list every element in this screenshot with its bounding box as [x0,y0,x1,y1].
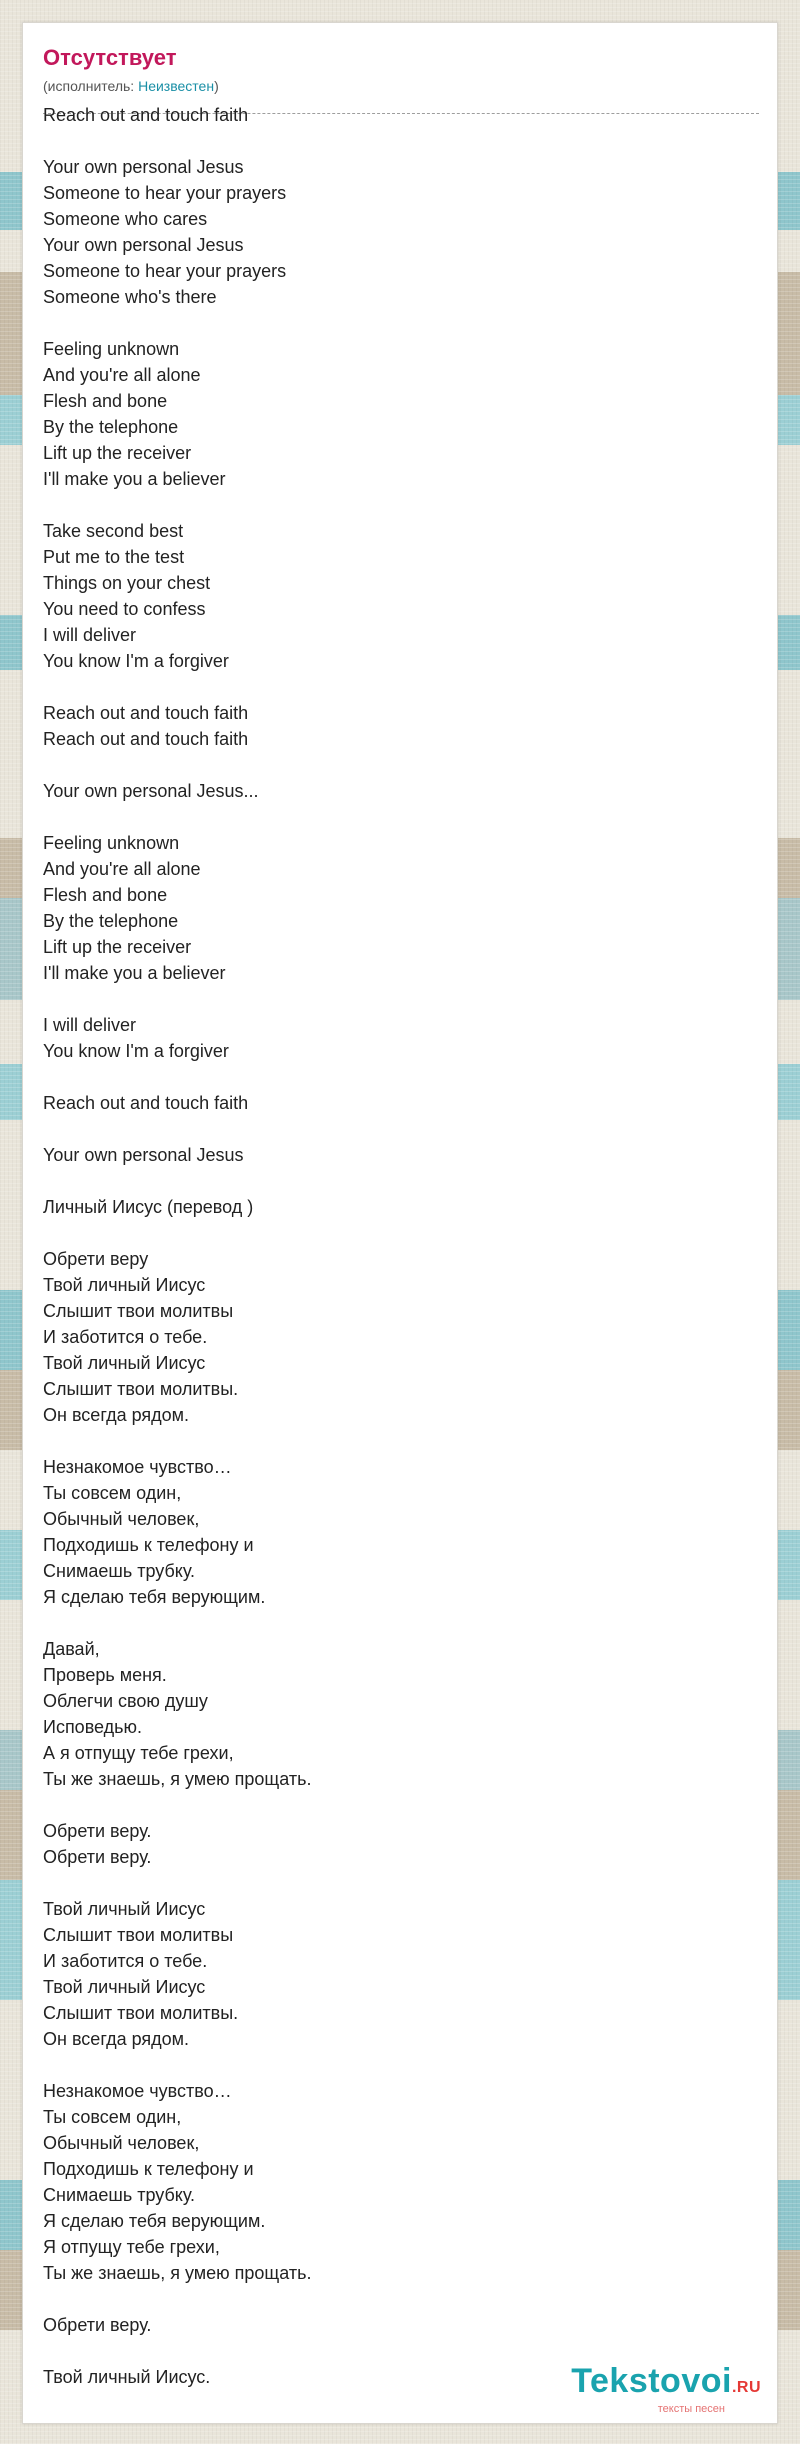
logo-tagline: тексты песен [657,2403,725,2415]
logo-tld: .RU [731,2379,761,2396]
lyrics-text: Reach out and touch faith Your own personal Jesus Someone to hear your prayers Someone who cares Your own personal Jesus Someone to hear your prayers Someone who's there Feeling unknown And you're all alone Flesh and bone By the telephone Lift up the receiver I'll make you a believer Take second best Put me to the test Things on your chest You need to confess I will deliver You know I'm a forgiver Reach out and touch faith Reach out and touch faith Your own personal Jesus... Feeling unknown And you're all alone Flesh and bone By the telephone Lift up the receiver I'll make you a believer I will deliver You know I'm a forgiver Reach out and touch faith Your own personal Jesus Личный Иисус (перевод ) Обрети веру Твой личный Иисус Слышит твои молитвы И заботится о тебе. Твой личный Иисус Слышит твои молитвы. Он всегда рядом. Незнакомое чувство… Ты совсем один, Обычный человек, Подходишь к телефону и Снимаешь трубку. Я сделаю тебя верующим. Давай, Проверь меня. Облегчи свою душу Исповедью. А я отпущу тебе грехи, Ты же знаешь, я умею прощать. Обрети веру. Обрети веру. Твой личный Иисус Слышит твои молитвы И заботится о тебе. Твой личный Иисус Слышит твои молитвы. Он всегда рядом. Незнакомое чувство… Ты совсем один, Обычный человек, Подходишь к телефону и Снимаешь трубку. Я сделаю тебя верующим. Я отпущу тебе грехи, Ты же знаешь, я умею прощать. Обрети веру. Твой личный Иисус. [43,105,312,2387]
artist-prefix: (исполнитель: [43,78,139,94]
artist-line [43,77,759,95]
logo-text: Tekstovoi [571,2362,732,2400]
lyrics-card [22,22,778,2424]
artist-link[interactable]: Неизвестен [138,78,215,94]
site-logo[interactable] [571,2362,761,2415]
artist-suffix: ) [214,78,219,94]
song-title: Отсутствует [43,45,177,70]
